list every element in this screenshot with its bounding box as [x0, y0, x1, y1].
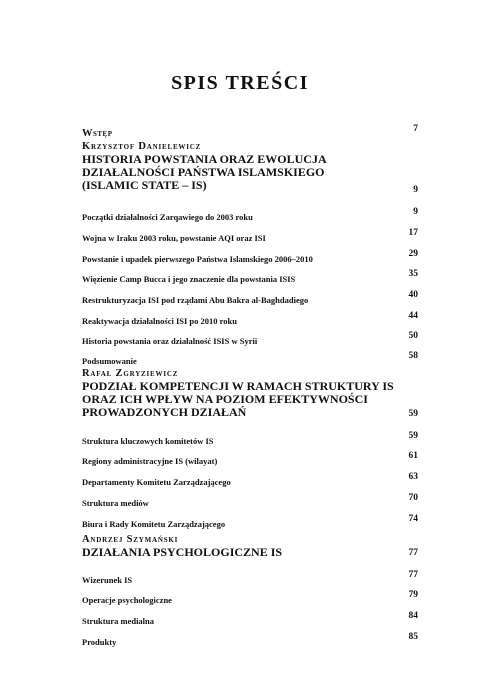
toc-entry[interactable] [82, 493, 418, 511]
entry-label: Wizerunek IS [82, 575, 133, 585]
chapter-title-line: DZIAŁANIA PSYCHOLOGICZNE IS [82, 545, 283, 559]
entry-page: 61 [408, 451, 418, 461]
entry-label: Struktura kluczowych komitetów IS [82, 436, 214, 446]
chapter-title-line: ORAZ ICH WPŁYW NA POZIOM EFEKTYWNOŚCI [82, 392, 368, 406]
entry-page: 35 [408, 269, 418, 279]
entry-page: 58 [408, 351, 418, 361]
chapter-author: Andrzej Szymański [82, 534, 179, 545]
chapter-2-heading[interactable] [82, 368, 418, 419]
entry-label: Powstanie i upadek pierwszego Państwa Islamskiego 2006–2010 [82, 254, 313, 264]
chapter-page: 9 [413, 185, 418, 195]
entry-label: Reaktywacja działalności ISI po 2010 roku [82, 316, 237, 326]
entry-label: Regiony administracyjne IS (wilayat) [82, 456, 218, 466]
entry-page: 40 [408, 290, 418, 300]
entry-page: 79 [408, 590, 418, 600]
chapter-title-line: HISTORIA POWSTANIA ORAZ EWOLUCJA [82, 152, 327, 166]
chapter-page: 77 [408, 548, 418, 558]
toc-entry[interactable] [82, 331, 418, 349]
toc-entry[interactable] [82, 570, 418, 588]
toc-entry[interactable] [82, 451, 418, 469]
entry-page: 17 [408, 228, 418, 238]
toc-entry[interactable] [82, 207, 418, 225]
toc-entry[interactable] [82, 611, 418, 629]
entry-label: Departamenty Komitetu Zarządzającego [82, 477, 231, 487]
entry-label: Wojna w Iraku 2003 roku, powstanie AQI oraz ISI [82, 233, 266, 243]
entry-label: Biura i Rady Komitetu Zarządzającego [82, 519, 226, 529]
toc-entry[interactable] [82, 269, 418, 287]
entry-page: 50 [408, 331, 418, 341]
entry-page: 74 [408, 514, 418, 524]
toc-entry[interactable] [82, 431, 418, 449]
chapter-author: Rafał Zgryziewicz [82, 368, 179, 379]
entry-page: 44 [408, 311, 418, 321]
entry-label: Początki działalności Zarqawiego do 2003 roku [82, 212, 253, 222]
chapter-author: Krzysztof Danielewicz [82, 141, 202, 152]
chapter-3-heading[interactable] [82, 534, 418, 559]
toc-entry[interactable] [82, 632, 418, 650]
entry-label: Więzienie Camp Bucca i jego znaczenie dla powstania ISIS [82, 274, 296, 284]
entry-page: 29 [408, 249, 418, 259]
intro-label: Wstęp [82, 128, 113, 139]
toc-entry[interactable] [82, 472, 418, 490]
entry-page: 63 [408, 472, 418, 482]
toc-entry[interactable] [82, 514, 418, 532]
entry-label: Produkty [82, 637, 117, 647]
toc-entry[interactable] [82, 249, 418, 267]
entry-label: Historia powstania oraz działalność ISIS w Syrii [82, 336, 258, 346]
toc-entry[interactable] [82, 311, 418, 329]
entry-page: 59 [408, 431, 418, 441]
toc-entry[interactable] [82, 351, 418, 369]
entry-page: 70 [408, 493, 418, 503]
entry-page: 9 [413, 207, 418, 217]
entry-label: Podsumowanie [82, 356, 137, 366]
entry-label: Struktura medialna [82, 616, 155, 626]
toc-intro[interactable] [82, 123, 418, 141]
entry-label: Operacje psychologiczne [82, 595, 172, 605]
entry-label: Struktura mediów [82, 498, 149, 508]
intro-page: 7 [413, 124, 418, 134]
page-title: SPIS TREŚCI [171, 72, 309, 94]
toc-entry[interactable] [82, 290, 418, 308]
chapter-title-line: DZIAŁALNOŚCI PAŃSTWA ISLAMSKIEGO [82, 165, 325, 179]
chapter-title-line: (ISLAMIC STATE – IS) [82, 178, 207, 192]
entry-page: 85 [408, 632, 418, 642]
chapter-page: 59 [408, 409, 418, 419]
entry-page: 84 [408, 611, 418, 621]
chapter-title-line: PODZIAŁ KOMPETENCJI W RAMACH STRUKTURY IS [82, 379, 394, 393]
toc-entry[interactable] [82, 228, 418, 246]
entry-page: 77 [408, 570, 418, 580]
entry-label: Restrukturyzacja ISI pod rządami Abu Bakra al-Baghdadiego [82, 295, 309, 305]
chapter-title-line: PROWADZONYCH DZIAŁAŃ [82, 405, 247, 419]
toc-entry[interactable] [82, 590, 418, 608]
chapter-1-heading[interactable] [82, 141, 418, 192]
